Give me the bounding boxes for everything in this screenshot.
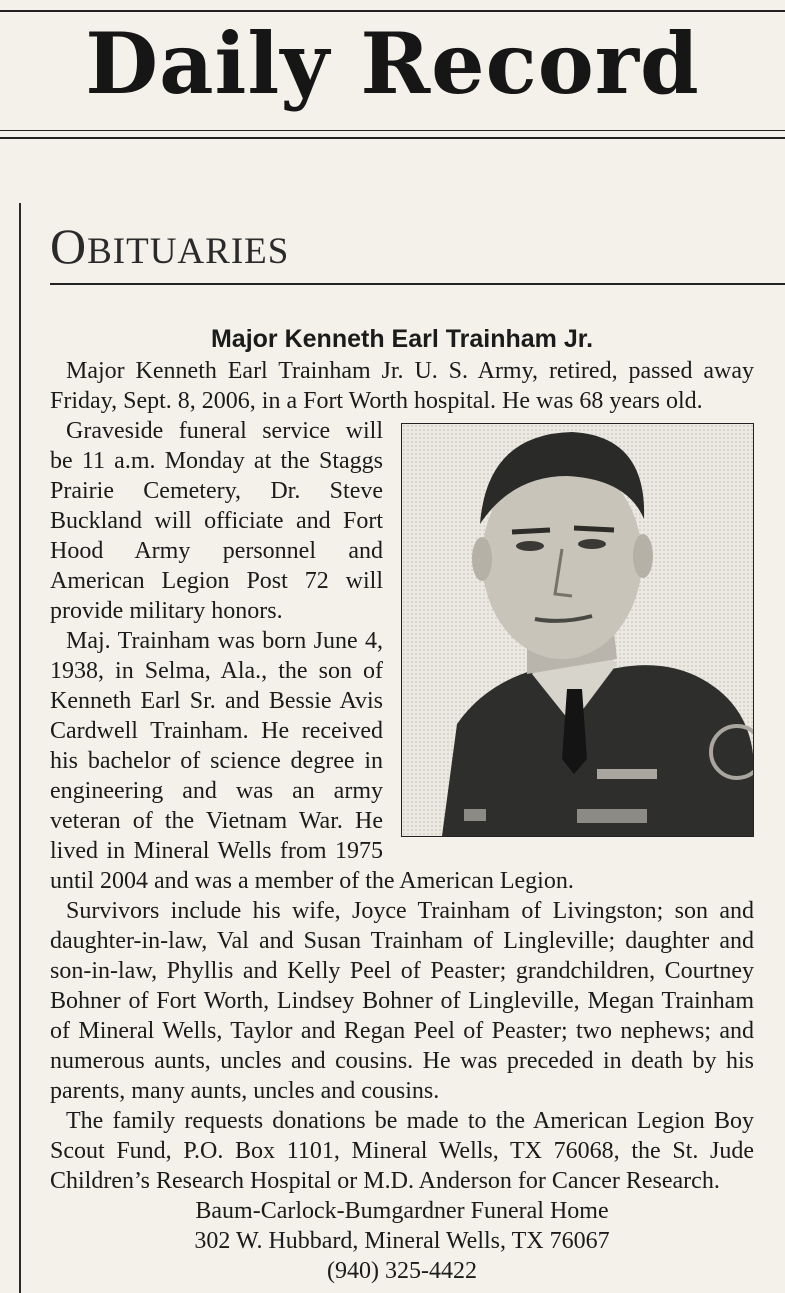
- masthead-title: Daily Record: [85, 14, 700, 113]
- funeral-home-address: 302 W. Hubbard, Mineral Wells, TX 76067: [194, 1228, 610, 1254]
- portrait-photo-icon: [402, 424, 753, 836]
- funeral-home-phone: (940) 325-4422: [327, 1258, 477, 1284]
- paragraph-4: Survivors include his wife, Joyce Trainham of Livingston; son and daughter-in-law, Val and Susan Trainham of Lingleville; daughter and son-in-law, Phyllis and Kelly Peel of Peaster; grandchildren, Courtney Bohner of Fort Worth, Lindsey Bohner of Lingleville, Megan Trainham of Mineral Wells, Taylor and Regan Peel of Peaster; two nephews; and numerous aunts, uncles and cousins. He was preceded in death by his parents, many aunts, uncles and cousins.: [50, 898, 754, 1104]
- article-headline: Major Kenneth Earl Trainham Jr.: [210, 325, 594, 353]
- section-rule: [50, 283, 785, 285]
- section-heading: [50, 218, 289, 280]
- section-heading-rest: BITUARIES: [87, 231, 290, 272]
- masthead-bottom-rule-2: [0, 137, 785, 139]
- column-rule: [19, 203, 21, 1293]
- masthead-top-rule: [0, 10, 785, 12]
- paragraph-5: The family requests donations be made to the American Legion Boy Scout Fund, P.O. Box 1101, Mineral Wells, TX 76068, the St. Jude Children’s Research Hospital or M.D. Anderson for Cancer Research.: [50, 1108, 754, 1194]
- section-heading-initial: O: [50, 218, 88, 274]
- paragraph-2: Graveside funeral service will be 11 a.m. Monday at the Staggs Prairie Cemetery, Dr. Steve Buckland will officiate and Fort Hood Army personnel and American Legion Post 72 will provide military honors.: [50, 418, 383, 624]
- paragraph-3: Maj. Trainham was born June 4, 1938, in Selma, Ala., the son of Kenneth Earl Sr. and Bessie Avis Cardwell Trainham. He received his bachelor of science degree in engineering and was an army veteran of the Vietnam War. He lived in Mineral Wells from 1975 until 2004 and was a member of the American Legion.: [50, 628, 574, 894]
- portrait-photo: [401, 423, 754, 837]
- masthead-bottom-rule: [0, 130, 785, 131]
- paragraph-1: Major Kenneth Earl Trainham Jr. U. S. Army, retired, passed away Friday, Sept. 8, 2006, in a Fort Worth hospital. He was 68 years old.: [50, 358, 754, 414]
- obituary-article: [50, 322, 754, 1286]
- funeral-home-name: Baum-Carlock-Bumgardner Funeral Home: [195, 1198, 609, 1224]
